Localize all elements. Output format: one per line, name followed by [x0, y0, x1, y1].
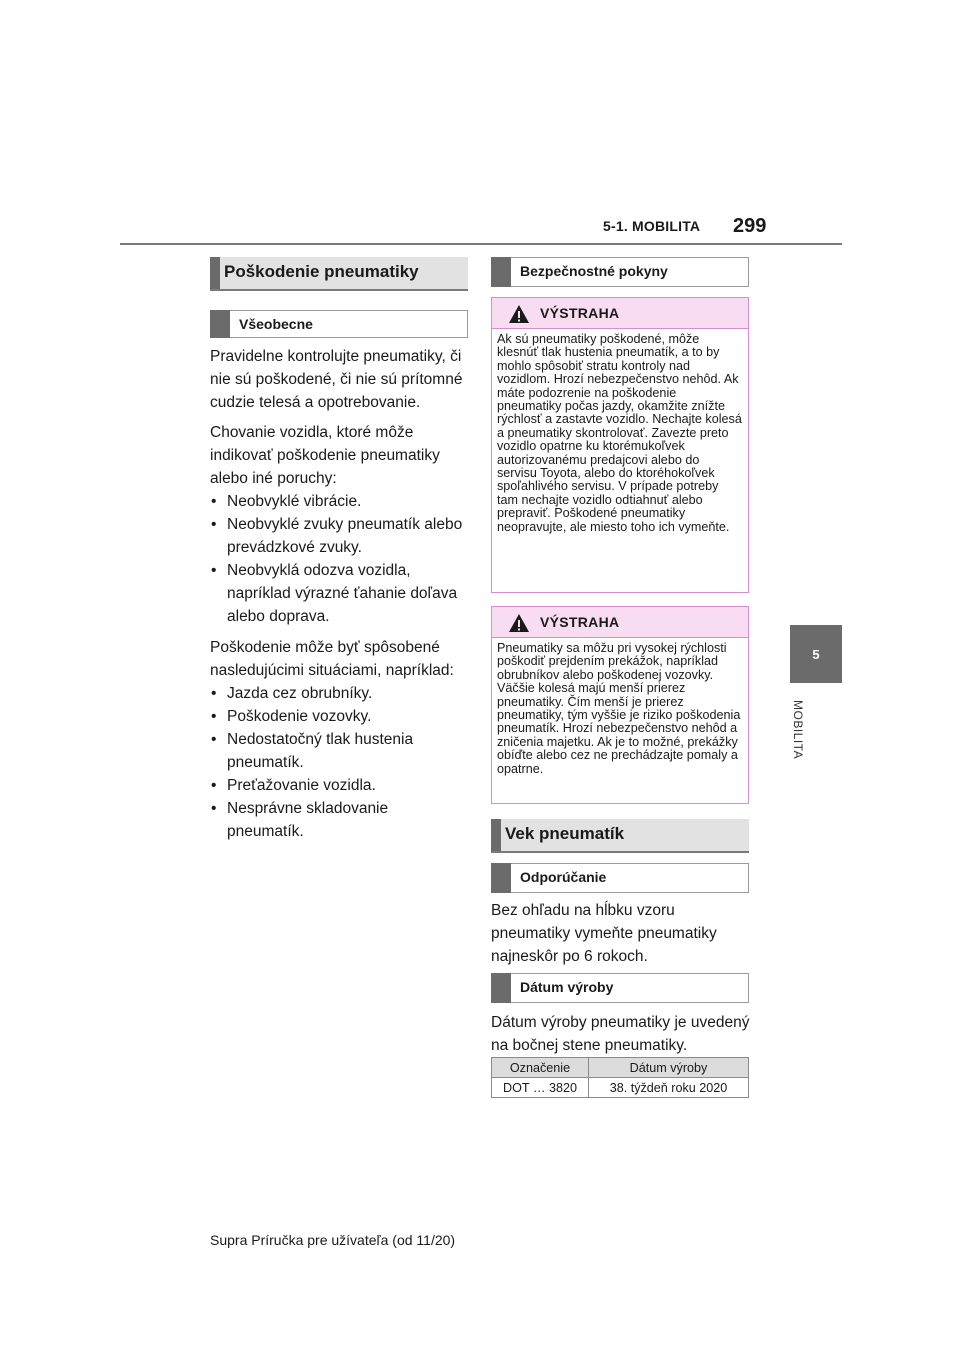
footer-text: Supra Príručka pre užívateľa (od 11/20): [210, 1232, 456, 1248]
dot-code-table: [491, 1057, 749, 1098]
paragraph: Pravidelne kontrolujte pneumatiky, či nie sú poškodené, či nie sú prítomné cudzie telesá a opotrebovanie.: [210, 348, 463, 411]
list-item: • Nedostatočný tlak hustenia pneumatík.: [210, 728, 468, 774]
warning-text: Ak sú pneumatiky poškodené, môže klesnúť tlak hustenia pneumatík, a to by mohlo spôsobiť stratu kontroly nad vozidlom. Hrozí nebezpečenstvo nehôd. Ak máte podozrenie na poškodenie pneumatiky počas jazdy, okamžite znížte rýchlosť a zastavte vozidlo. Nechajte kolesá a pneumatiky skontrolovať. Zavezte preto vozidlo opatrne ku ktorémukoľvek autorizovanému predajcovi alebo do servisu Toyota, alebo do ktoréhokoľvek spoľahlivého servisu. V prípade potreby tam nechajte vozidlo odtiahnuť alebo prepraviť. Poškodené pneumatiky neopravujte, ale miesto toho ich vymeňte.: [497, 332, 742, 534]
chapter-label: MOBILITA: [791, 700, 805, 760]
subheading-manufacture-date: Dátum výroby: [491, 973, 749, 1003]
list-item: • Poškodenie vozovky.: [210, 705, 468, 728]
paragraph: Poškodenie môže byť spôsobené nasledujúcimi situáciami, napríklad:: [210, 639, 454, 679]
column-header: Označenie: [492, 1058, 589, 1078]
warning-title: VÝSTRAHA: [540, 305, 620, 321]
list-item: • Neobvyklá odozva vozidla, napríklad výrazné ťahanie doľava alebo doprava.: [210, 559, 468, 628]
table-row: [492, 1078, 749, 1098]
section-title: 5-1. MOBILITA: [603, 218, 701, 234]
list-item: • Nesprávne skladovanie pneumatík.: [210, 797, 468, 843]
list-item: • Neobvyklé vibrácie.: [210, 490, 468, 513]
header-rule: [120, 243, 842, 245]
table-cell: DOT … 3820: [492, 1078, 589, 1098]
paragraph: Dátum výroby pneumatiky je uvedený na bočnej stene pneumatiky.: [491, 1014, 750, 1054]
list-item: • Preťažovanie vozidla.: [210, 774, 468, 797]
chapter-tab[interactable]: [790, 625, 842, 683]
symptom-list: [210, 490, 468, 628]
warning-text: Pneumatiky sa môžu pri vysokej rýchlosti poškodiť prejdením prekážok, napríklad obrubníkov alebo poškodenej vozovky. Väčšie kolesá majú menší prierez pneumatiky. Čím menší je prierez pneumatiky, tým vyššie je riziko poškodenia pneumatík. Hrozí nebezpečenstvo nehôd a zničenia majetku. Ak je to možné, prekážky obíďte alebo cez ne prechádzajte pomaly a opatrne.: [497, 641, 741, 776]
heading-tire-age: Vek pneumatík: [491, 819, 749, 853]
table-header-row: [492, 1058, 749, 1078]
chapter-number: 5: [812, 646, 820, 662]
column-header: Dátum výroby: [589, 1058, 749, 1078]
subheading-safety: Bezpečnostné pokyny: [491, 257, 749, 287]
left-body: [210, 345, 468, 851]
paragraph: Bez ohľadu na hĺbku vzoru pneumatiky vymeňte pneumatiky najneskôr po 6 rokoch.: [491, 902, 717, 965]
warning-title: VÝSTRAHA: [540, 614, 620, 630]
list-item: • Neobvyklé zvuky pneumatík alebo prevádzkové zvuky.: [210, 513, 468, 559]
heading-tire-damage: Poškodenie pneumatiky: [210, 257, 468, 291]
list-item: • Jazda cez obrubníky.: [210, 682, 468, 705]
cause-list: [210, 682, 468, 843]
subheading-recommendation: Odporúčanie: [491, 863, 749, 893]
page-number: 299: [733, 215, 767, 237]
paragraph: Chovanie vozidla, ktoré môže indikovať poškodenie pneumatiky alebo iné poruchy:: [210, 424, 440, 487]
recommendation-text: [491, 899, 753, 975]
warning-box-2: [491, 606, 749, 804]
warning-triangle-icon: [508, 304, 530, 324]
warning-box-1: [491, 297, 749, 593]
table-cell: 38. týždeň roku 2020: [589, 1078, 749, 1098]
warning-triangle-icon: [508, 613, 530, 633]
subheading-general: Všeobecne: [210, 310, 468, 338]
